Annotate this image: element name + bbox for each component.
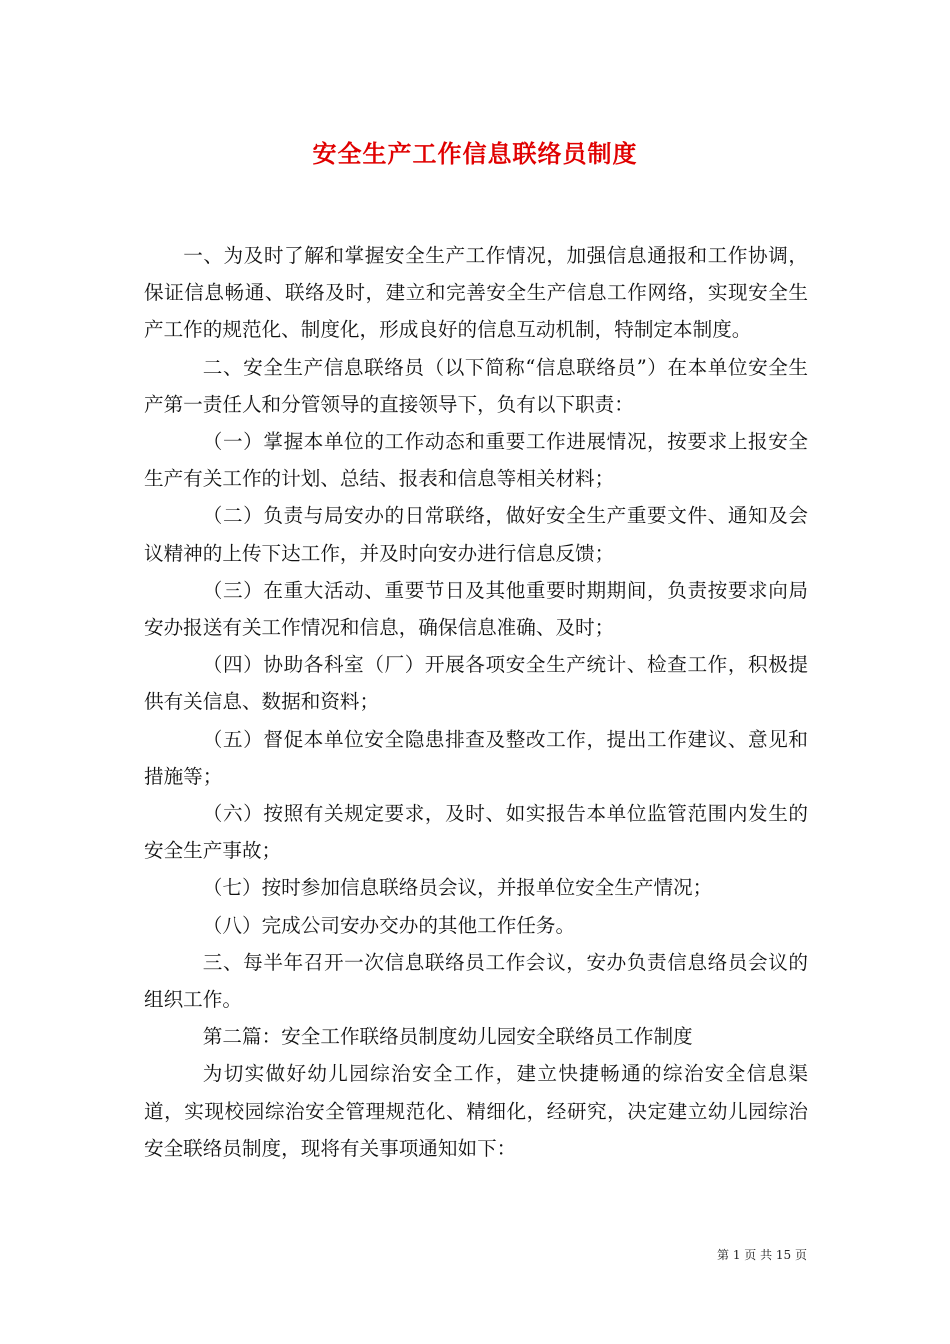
paragraph-duty-8: （八）完成公司安办交办的其他工作任务。 xyxy=(202,913,576,937)
page-number: 第 1 页 共 15 页 xyxy=(717,1248,807,1262)
paragraph-2: 二、安全生产信息联络员（以下简称“信息联络员”）在本单位安全生产第一责任人和分管领导的直接领导下，负有以下职责： xyxy=(144,355,808,416)
paragraph-3: 三、每半年召开一次信息联络员工作会议，安办负责信息络员会议的组织工作。 xyxy=(144,950,808,1012)
document-title: 安全生产工作信息联络员制度 xyxy=(312,139,638,168)
paragraph-duty-4: （四）协助各科室（厂）开展各项安全生产统计、检查工作，积极提供有关信息、数据和资料； xyxy=(144,653,808,714)
paragraph-duty-3: （三）在重大活动、重要节日及其他重要时期期间，负责按要求向局安办报送有关工作情况和信息，确保信息准确、及时； xyxy=(144,578,808,640)
paragraph-duty-6: （六）按照有关规定要求，及时、如实报告本单位监管范围内发生的安全生产事故； xyxy=(144,802,808,863)
paragraph-1: 一、为及时了解和掌握安全生产工作情况，加强信息通报和工作协调，保证信息畅通、联络及时，建立和完善安全生产信息工作网络，实现安全生产工作的规范化、制度化，形成良好的信息互动机制，特制定本制度。 xyxy=(144,244,808,342)
paragraph-duty-7: （七）按时参加信息联络员会议，并报单位安全生产情况； xyxy=(202,876,713,900)
paragraph-duty-5: （五）督促本单位安全隐患排查及整改工作，提出工作建议、意见和措施等； xyxy=(144,727,808,788)
paragraph-duty-2: （二）负责与局安办的日常联络，做好安全生产重要文件、通知及会议精神的上传下达工作，并及时向安办进行信息反馈； xyxy=(144,504,808,565)
document-body xyxy=(144,237,808,1167)
paragraph-part-2-intro: 为切实做好幼儿园综治安全工作，建立快捷畅通的综治安全信息渠道，实现校园综治安全管理规范化、精细化，经研究，决定建立幼儿园综治安全联络员制度，现将有关事项通知如下： xyxy=(144,1062,808,1160)
section-heading-part-2: 第二篇：安全工作联络员制度幼儿园安全联络员工作制度 xyxy=(202,1025,693,1049)
paragraph-duty-1: （一）掌握本单位的工作动态和重要工作进展情况，按要求上报安全生产有关工作的计划、总结、报表和信息等相关材料； xyxy=(144,430,808,491)
